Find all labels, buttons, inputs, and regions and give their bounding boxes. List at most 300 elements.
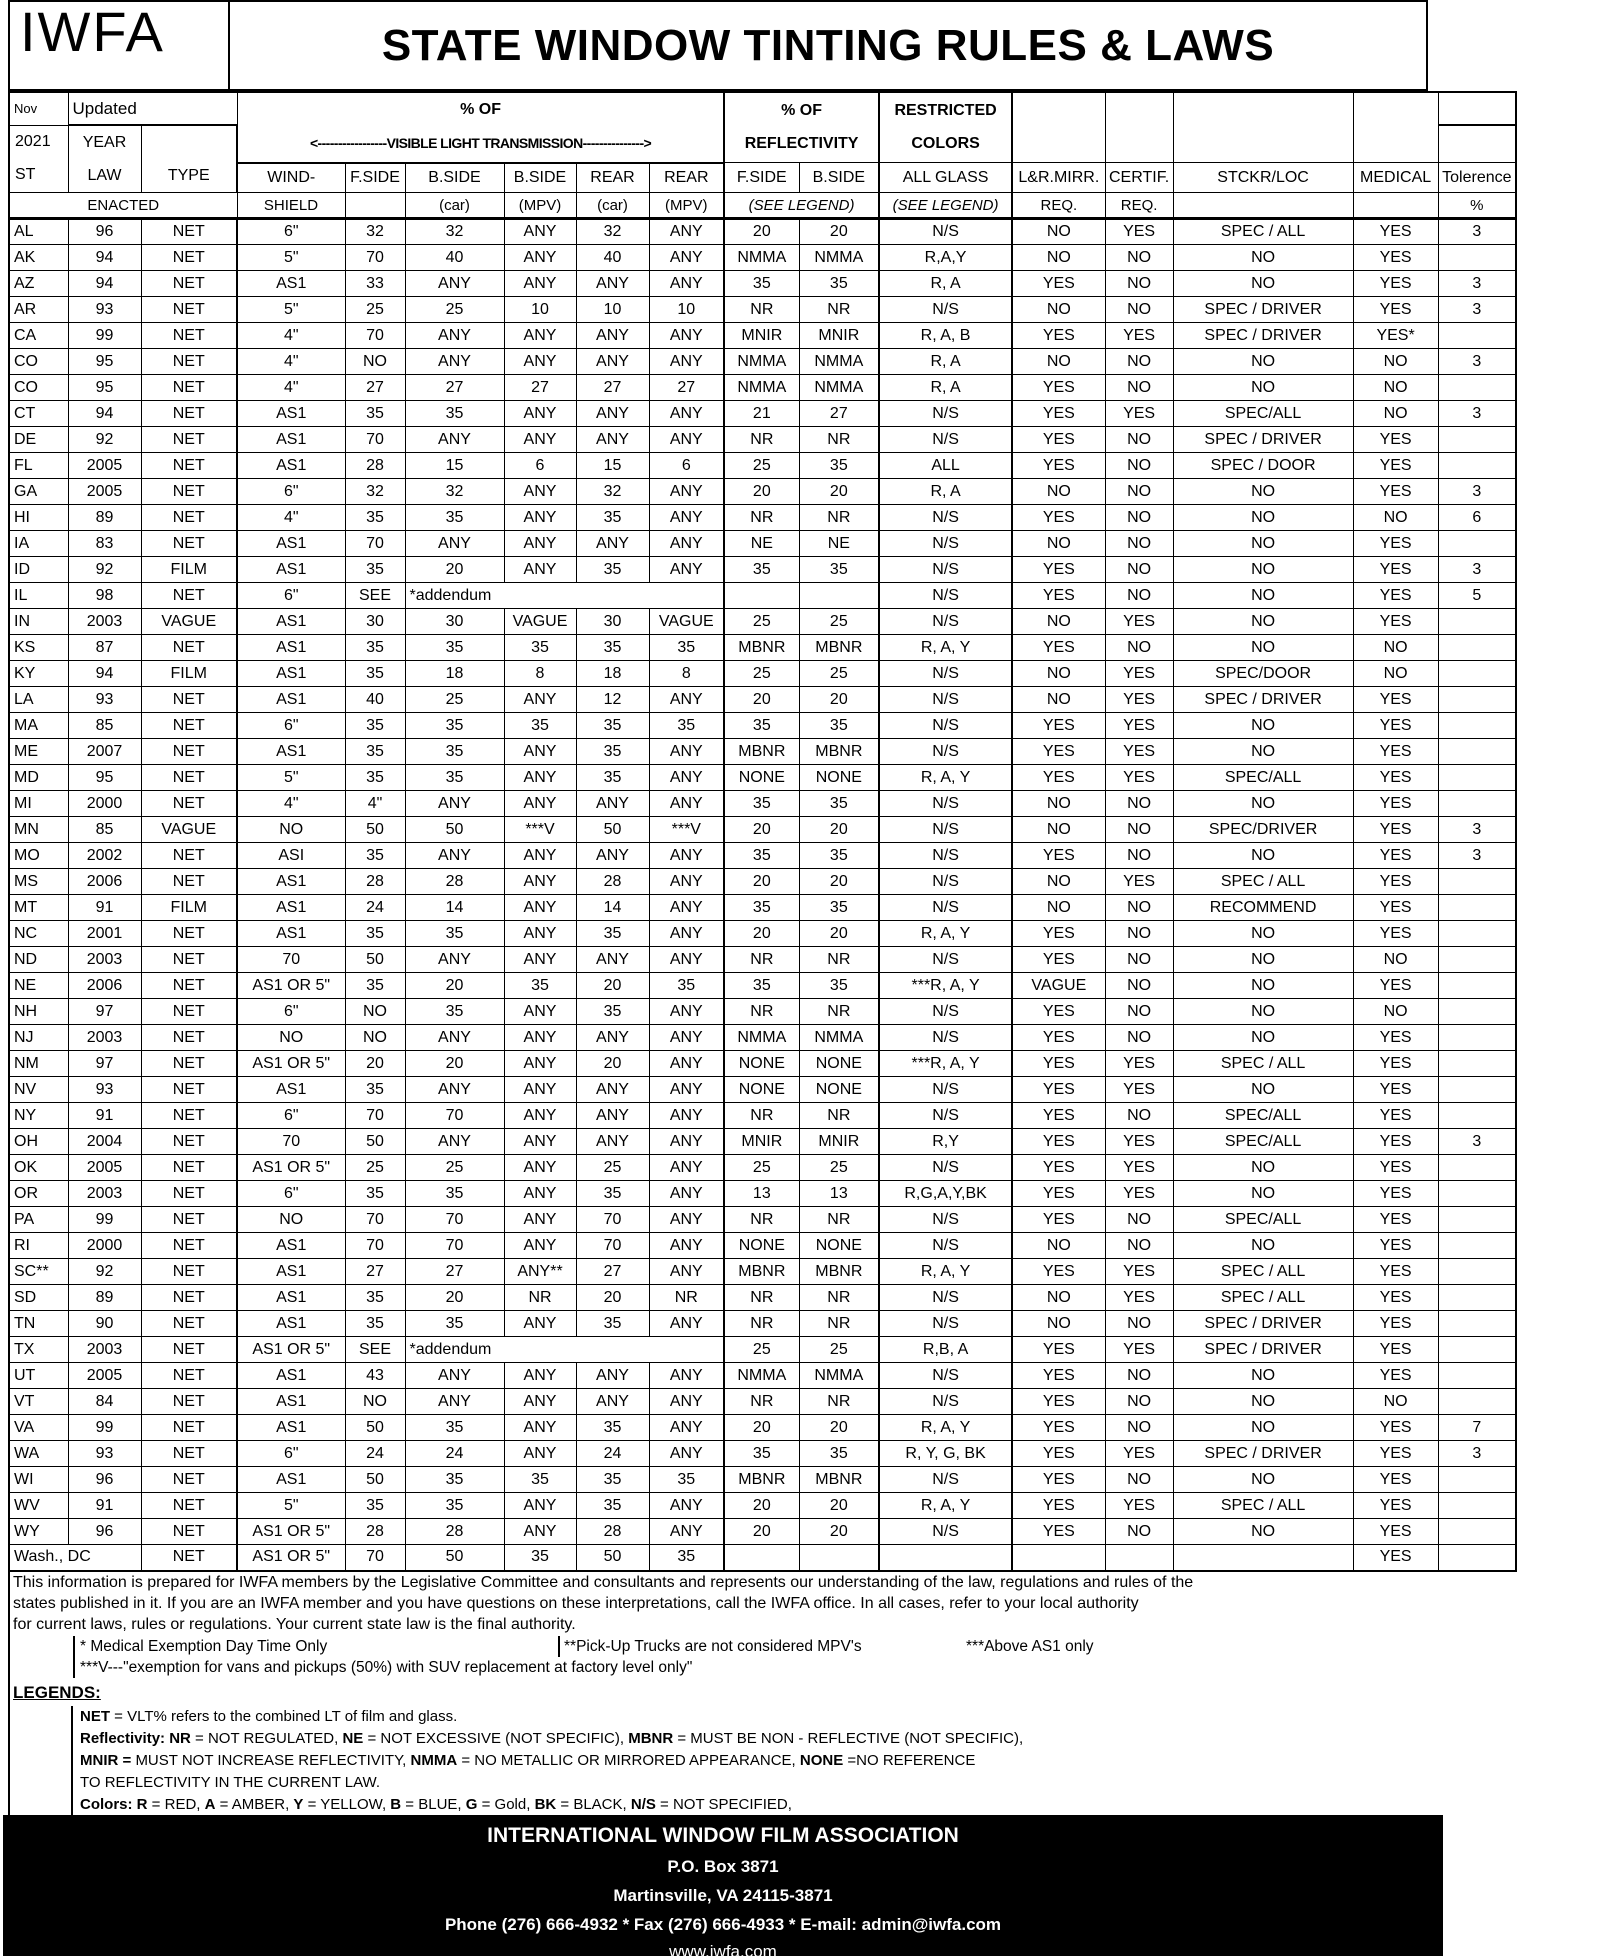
table-cell: 27: [649, 375, 724, 401]
table-cell: YES: [1353, 1129, 1438, 1155]
table-cell: PA: [9, 1207, 68, 1233]
table-cell: ANY: [504, 1155, 576, 1181]
car-label: (car): [405, 193, 504, 219]
table-cell: ANY: [405, 531, 504, 557]
table-cell: 20: [799, 817, 879, 843]
table-cell: 35: [576, 1181, 649, 1207]
table-cell: NET: [141, 1441, 237, 1467]
table-cell: ANY: [504, 765, 576, 791]
table-row: [9, 1389, 1516, 1415]
table-cell: AS1: [237, 271, 345, 297]
table-cell: [1438, 999, 1516, 1025]
table-cell: NO: [1353, 947, 1438, 973]
table-cell: 20: [724, 687, 799, 713]
table-cell: YES: [1353, 609, 1438, 635]
table-cell: YES: [1353, 219, 1438, 245]
table-cell: 25: [405, 297, 504, 323]
table-cell: NET: [141, 219, 237, 245]
table-cell: 40: [405, 245, 504, 271]
table-cell: YES: [1353, 791, 1438, 817]
table-cell: 27: [405, 1259, 504, 1285]
table-cell: ANY: [649, 271, 724, 297]
table-cell: NET: [141, 479, 237, 505]
table-cell: WY: [9, 1519, 68, 1545]
table-cell: NO: [1173, 635, 1353, 661]
table-cell: 20: [724, 479, 799, 505]
table-cell: NO: [345, 1389, 405, 1415]
table-cell: NMMA: [799, 349, 879, 375]
table-cell: MNIR: [724, 1129, 799, 1155]
table-cell: NO: [1105, 245, 1173, 271]
table-cell: YES: [1353, 1259, 1438, 1285]
table-cell: NO: [1105, 505, 1173, 531]
col-medical: MEDICAL: [1353, 163, 1438, 193]
table-cell: ANY: [504, 1077, 576, 1103]
table-cell: [1438, 1181, 1516, 1207]
table-cell: SPEC/DRIVER: [1173, 817, 1353, 843]
table-cell: 85: [68, 713, 141, 739]
table-cell: AS1: [237, 531, 345, 557]
table-cell: 6": [237, 1103, 345, 1129]
table-cell: R, A: [879, 375, 1012, 401]
table-cell: 35: [345, 635, 405, 661]
table-cell: 70: [237, 947, 345, 973]
medical-header-space: [1353, 92, 1438, 163]
table-cell: NET: [141, 843, 237, 869]
table-cell: 95: [68, 349, 141, 375]
table-cell: 35: [724, 973, 799, 999]
table-cell: YES: [1012, 557, 1105, 583]
table-cell: R, A: [879, 479, 1012, 505]
table-cell: 15: [405, 453, 504, 479]
table-cell: 35: [405, 1311, 504, 1337]
table-cell: YES: [1012, 1389, 1105, 1415]
table-cell: AS1: [237, 687, 345, 713]
table-cell: [1438, 1259, 1516, 1285]
table-cell: ANY**: [504, 1259, 576, 1285]
table-cell: ANY: [649, 1441, 724, 1467]
iwfa-logo: IWFA: [20, 0, 165, 63]
table-cell: Wash., DC: [9, 1545, 141, 1571]
table-cell: NO: [1173, 1155, 1353, 1181]
table-cell: 15: [576, 453, 649, 479]
table-row: [9, 505, 1516, 531]
table-cell: MNIR: [799, 323, 879, 349]
table-cell: 4": [237, 505, 345, 531]
table-cell: YES: [1012, 921, 1105, 947]
table-cell: ANY: [504, 401, 576, 427]
table-cell: NMMA: [724, 375, 799, 401]
table-cell: 3: [1438, 557, 1516, 583]
table-cell: 3: [1438, 1129, 1516, 1155]
table-cell: 35: [405, 1181, 504, 1207]
table-cell: N/S: [879, 687, 1012, 713]
table-cell: ANY: [504, 245, 576, 271]
table-cell: YES*: [1353, 323, 1438, 349]
table-cell: SPEC / DRIVER: [1173, 1441, 1353, 1467]
table-cell: 92: [68, 427, 141, 453]
table-cell: 20: [724, 921, 799, 947]
table-cell: YES: [1353, 765, 1438, 791]
table-cell: YES: [1012, 1155, 1105, 1181]
table-cell: NET: [141, 635, 237, 661]
table-cell: ANY: [649, 1181, 724, 1207]
table-cell: ANY: [649, 1129, 724, 1155]
table-cell: NO: [1173, 583, 1353, 609]
table-cell: [1438, 921, 1516, 947]
table-cell: [1438, 375, 1516, 401]
table-cell: ANY: [576, 791, 649, 817]
table-cell: YES: [1353, 1103, 1438, 1129]
table-cell: NET: [141, 453, 237, 479]
table-cell: ANY: [649, 1311, 724, 1337]
table-cell: AS1 OR 5": [237, 1545, 345, 1571]
table-cell: VAGUE: [649, 609, 724, 635]
table-cell: 43: [345, 1363, 405, 1389]
table-cell: 35: [724, 271, 799, 297]
table-row: [9, 1103, 1516, 1129]
table-cell: ID: [9, 557, 68, 583]
table-cell: NET: [141, 999, 237, 1025]
enacted-label: ENACTED: [9, 193, 237, 219]
table-cell: NR: [799, 999, 879, 1025]
table-cell: ANY: [504, 895, 576, 921]
table-cell: NMMA: [724, 245, 799, 271]
table-cell: 50: [576, 817, 649, 843]
table-cell: R, A: [879, 349, 1012, 375]
table-cell: YES: [1353, 297, 1438, 323]
table-cell: NR: [799, 1207, 879, 1233]
table-cell: YES: [1353, 479, 1438, 505]
table-cell: YES: [1012, 765, 1105, 791]
col-rear-car: REAR: [576, 163, 649, 193]
table-cell: NO: [1012, 479, 1105, 505]
table-cell: N/S: [879, 843, 1012, 869]
table-cell: 35: [345, 713, 405, 739]
table-cell: ANY: [649, 869, 724, 895]
table-cell: YES: [1105, 219, 1173, 245]
table-cell: *addendum: [405, 583, 724, 609]
table-cell: 28: [576, 869, 649, 895]
table-cell: 93: [68, 1077, 141, 1103]
table-cell: N/S: [879, 531, 1012, 557]
table-cell: 83: [68, 531, 141, 557]
table-cell: NR: [649, 1285, 724, 1311]
table-cell: 27: [405, 375, 504, 401]
table-cell: NET: [141, 791, 237, 817]
table-cell: 35: [504, 973, 576, 999]
table-cell: YES: [1012, 323, 1105, 349]
table-cell: IL: [9, 583, 68, 609]
table-cell: 35: [724, 557, 799, 583]
table-cell: 35: [724, 1441, 799, 1467]
table-cell: RI: [9, 1233, 68, 1259]
table-cell: 28: [345, 453, 405, 479]
legends-title: LEGENDS:: [13, 1683, 101, 1702]
table-cell: YES: [1012, 1025, 1105, 1051]
tint-rules-table: [8, 91, 1517, 1572]
table-cell: NO: [1012, 297, 1105, 323]
table-cell: ANY: [504, 1233, 576, 1259]
table-row: [9, 453, 1516, 479]
type-column-header: TYPE: [141, 125, 237, 193]
table-cell: NET: [141, 973, 237, 999]
table-cell: NO: [1105, 349, 1173, 375]
table-cell: [1438, 323, 1516, 349]
table-cell: NO: [1012, 245, 1105, 271]
table-cell: 27: [504, 375, 576, 401]
table-cell: N/S: [879, 219, 1012, 245]
table-cell: 2001: [68, 921, 141, 947]
table-cell: ANY: [504, 999, 576, 1025]
table-cell: 70: [405, 1103, 504, 1129]
table-cell: NR: [799, 947, 879, 973]
table-cell: YES: [1012, 1441, 1105, 1467]
table-cell: 50: [345, 947, 405, 973]
table-cell: FILM: [141, 557, 237, 583]
table-cell: ANY: [576, 1077, 649, 1103]
table-cell: R, A, Y: [879, 635, 1012, 661]
table-cell: NO: [1012, 869, 1105, 895]
tolerance-pct-label: %: [1438, 193, 1516, 219]
table-cell: NO: [1173, 1025, 1353, 1051]
table-cell: MBNR: [799, 1259, 879, 1285]
table-cell: ANY: [649, 505, 724, 531]
table-cell: ANY: [649, 1493, 724, 1519]
table-cell: 35: [649, 1545, 724, 1571]
table-cell: TX: [9, 1337, 68, 1363]
table-cell: AS1: [237, 635, 345, 661]
table-cell: N/S: [879, 895, 1012, 921]
table-cell: [1438, 1493, 1516, 1519]
table-cell: NET: [141, 1051, 237, 1077]
table-cell: 50: [345, 1129, 405, 1155]
table-cell: NET: [141, 1545, 237, 1571]
table-row: [9, 973, 1516, 999]
website-link[interactable]: www.iwfa.com: [669, 1942, 777, 1956]
table-cell: GA: [9, 479, 68, 505]
table-cell: [724, 583, 799, 609]
table-cell: 70: [237, 1129, 345, 1155]
see-legend-note: (SEE LEGEND): [724, 193, 879, 219]
table-cell: YES: [1105, 609, 1173, 635]
table-cell: 35: [405, 505, 504, 531]
table-cell: NET: [141, 1129, 237, 1155]
table-cell: NO: [1353, 401, 1438, 427]
table-cell: MBNR: [724, 1259, 799, 1285]
table-cell: N/S: [879, 1233, 1012, 1259]
table-cell: NO: [1012, 1311, 1105, 1337]
table-cell: R,G,A,Y,BK: [879, 1181, 1012, 1207]
table-cell: R, Y, G, BK: [879, 1441, 1012, 1467]
table-cell: YES: [1353, 1493, 1438, 1519]
table-cell: NO: [1012, 661, 1105, 687]
table-cell: 2003: [68, 1337, 141, 1363]
table-row: [9, 349, 1516, 375]
table-cell: ANY: [405, 843, 504, 869]
table-cell: 6": [237, 999, 345, 1025]
table-cell: [1438, 661, 1516, 687]
table-cell: ANY: [649, 895, 724, 921]
table-cell: ANY: [649, 1389, 724, 1415]
table-cell: 3: [1438, 1441, 1516, 1467]
table-cell: ANY: [649, 427, 724, 453]
table-cell: 90: [68, 1311, 141, 1337]
table-cell: ANY: [504, 1051, 576, 1077]
table-cell: 35: [799, 713, 879, 739]
table-cell: FL: [9, 453, 68, 479]
table-cell: NO: [1173, 1467, 1353, 1493]
table-row: [9, 1519, 1516, 1545]
table-cell: SPEC/ALL: [1173, 1207, 1353, 1233]
table-cell: AS1: [237, 1363, 345, 1389]
vlt-group-header: % OF <-----------------VISIBLE LIGHT TRANSMISSION--------------->: [237, 92, 724, 163]
table-cell: ANY: [504, 869, 576, 895]
table-row: [9, 297, 1516, 323]
table-cell: R, A: [879, 271, 1012, 297]
table-cell: AZ: [9, 271, 68, 297]
table-cell: [1438, 1467, 1516, 1493]
title-box: [230, 2, 1426, 89]
table-cell: YES: [1353, 1337, 1438, 1363]
table-cell: ANY: [649, 921, 724, 947]
table-cell: NR: [724, 947, 799, 973]
table-cell: NET: [141, 1155, 237, 1181]
table-cell: ANY: [649, 1051, 724, 1077]
table-cell: HI: [9, 505, 68, 531]
table-cell: 35: [724, 713, 799, 739]
table-cell: NET: [141, 245, 237, 271]
table-cell: NMMA: [799, 245, 879, 271]
table-cell: AS1: [237, 1415, 345, 1441]
table-cell: ANY: [504, 1363, 576, 1389]
table-cell: 20: [799, 1415, 879, 1441]
table-cell: R, A, B: [879, 323, 1012, 349]
table-cell: 35: [345, 973, 405, 999]
table-cell: N/S: [879, 661, 1012, 687]
table-cell: 95: [68, 375, 141, 401]
table-cell: 2003: [68, 1181, 141, 1207]
table-cell: ANY: [504, 791, 576, 817]
table-cell: VAGUE: [141, 817, 237, 843]
table-cell: 2000: [68, 1233, 141, 1259]
table-cell: 3: [1438, 297, 1516, 323]
table-cell: 35: [345, 739, 405, 765]
table-cell: 32: [345, 219, 405, 245]
table-cell: 35: [799, 843, 879, 869]
col-rear-mpv: REAR: [649, 163, 724, 193]
table-cell: 20: [576, 973, 649, 999]
col-certif: CERTIF.: [1105, 163, 1173, 193]
table-cell: SPEC / DRIVER: [1173, 427, 1353, 453]
table-cell: NO: [1105, 375, 1173, 401]
table-cell: 24: [405, 1441, 504, 1467]
table-cell: YES: [1353, 1155, 1438, 1181]
table-cell: 14: [405, 895, 504, 921]
table-cell: NET: [141, 1077, 237, 1103]
table-cell: NR: [724, 505, 799, 531]
table-cell: NO: [1353, 375, 1438, 401]
table-cell: NO: [1173, 1389, 1353, 1415]
table-cell: 70: [405, 1207, 504, 1233]
table-cell: 2006: [68, 973, 141, 999]
table-cell: VAGUE: [141, 609, 237, 635]
table-row: [9, 921, 1516, 947]
table-cell: NET: [141, 687, 237, 713]
table-cell: ANY: [576, 401, 649, 427]
table-cell: 5": [237, 245, 345, 271]
table-cell: 94: [68, 401, 141, 427]
table-cell: NET: [141, 869, 237, 895]
table-cell: [1173, 1545, 1353, 1571]
table-cell: NET: [141, 1025, 237, 1051]
table-cell: 20: [405, 1051, 504, 1077]
table-cell: ANY: [504, 349, 576, 375]
table-cell: 35: [345, 1077, 405, 1103]
table-cell: NO: [1173, 921, 1353, 947]
table-cell: NET: [141, 1103, 237, 1129]
table-cell: 6: [649, 453, 724, 479]
table-cell: 25: [405, 1155, 504, 1181]
table-cell: 35: [345, 921, 405, 947]
table-cell: ANY: [504, 1441, 576, 1467]
table-cell: 35: [576, 1467, 649, 1493]
table-cell: NO: [1173, 479, 1353, 505]
table-cell: YES: [1353, 1441, 1438, 1467]
table-cell: NET: [141, 765, 237, 791]
table-cell: 4": [345, 791, 405, 817]
table-cell: 3: [1438, 479, 1516, 505]
table-cell: AS1: [237, 1311, 345, 1337]
table-cell: ANY: [405, 1025, 504, 1051]
table-cell: NE: [9, 973, 68, 999]
table-row: [9, 1415, 1516, 1441]
table-cell: 2003: [68, 1025, 141, 1051]
table-cell: NY: [9, 1103, 68, 1129]
table-cell: NO: [1012, 531, 1105, 557]
table-cell: 99: [68, 1415, 141, 1441]
table-cell: NR: [799, 1285, 879, 1311]
table-cell: 94: [68, 245, 141, 271]
table-cell: YES: [1012, 583, 1105, 609]
table-cell: ANY: [649, 1103, 724, 1129]
table-cell: 94: [68, 271, 141, 297]
table-cell: SPEC / ALL: [1173, 1493, 1353, 1519]
table-cell: 32: [576, 219, 649, 245]
tolerance-header-space: [1438, 92, 1516, 125]
table-row: [9, 583, 1516, 609]
table-row: [9, 1441, 1516, 1467]
table-cell: 3: [1438, 817, 1516, 843]
table-cell: NMMA: [724, 1025, 799, 1051]
table-cell: N/S: [879, 1519, 1012, 1545]
see-legend-note: (SEE LEGEND): [879, 193, 1012, 219]
table-cell: NR: [799, 297, 879, 323]
table-cell: 35: [576, 999, 649, 1025]
table-cell: NO: [237, 1207, 345, 1233]
table-cell: NO: [1173, 271, 1353, 297]
table-cell: [799, 583, 879, 609]
legend-line: MNIR = MUST NOT INCREASE REFLECTIVITY, NMMA = NO METALLIC OR MIRRORED APPEARANCE, NONE =NO REFERENCE: [80, 1752, 976, 1769]
table-cell: SPEC / ALL: [1173, 1051, 1353, 1077]
table-cell: NO: [1105, 947, 1173, 973]
table-cell: NET: [141, 505, 237, 531]
table-cell: CO: [9, 375, 68, 401]
table-cell: ANY: [504, 557, 576, 583]
table-cell: YES: [1105, 687, 1173, 713]
table-cell: NO: [1173, 1415, 1353, 1441]
table-cell: NET: [141, 1363, 237, 1389]
